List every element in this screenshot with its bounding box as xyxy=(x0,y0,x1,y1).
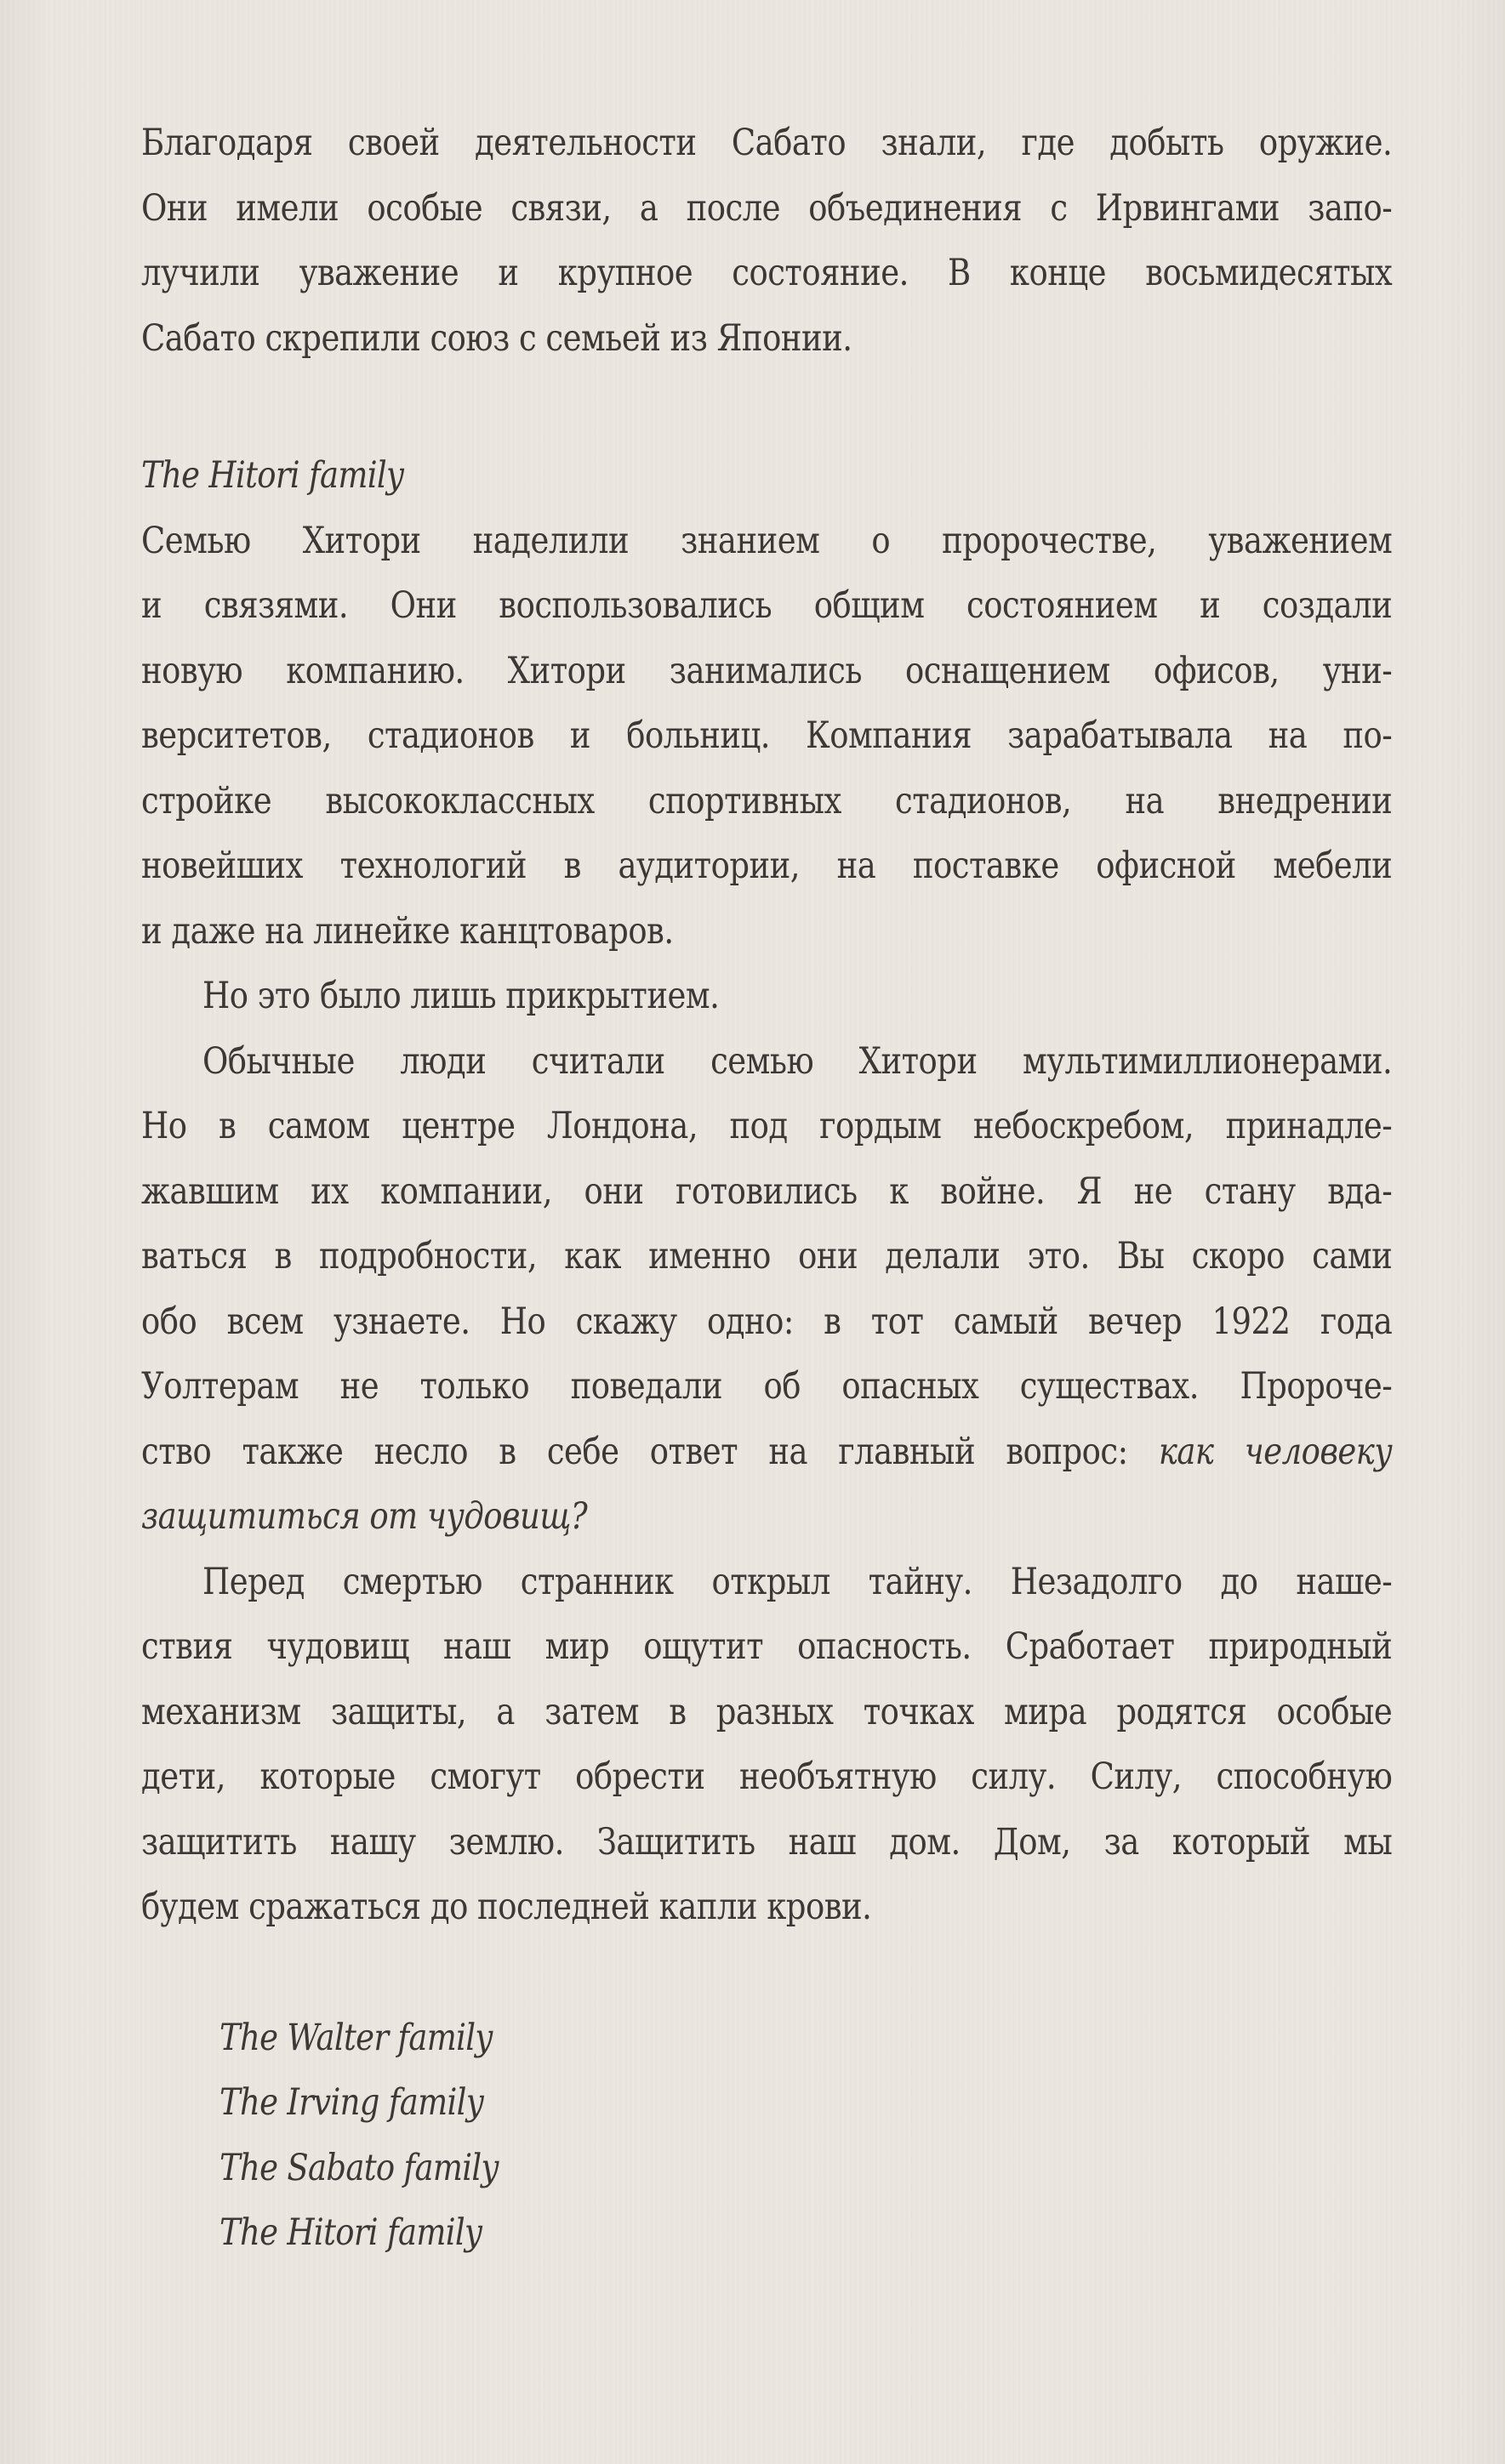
text-line: ваться в подробности, как именно они делали это. Вы скоро сами xyxy=(141,1235,1393,1278)
text-line xyxy=(141,1420,1392,1485)
text-line: будем сражаться до последней капли крови. xyxy=(141,1886,872,1928)
book-page xyxy=(141,111,1392,2266)
text-line: Сабато скрепили союз с семьей из Японии. xyxy=(141,316,852,360)
text-line: лучили уважение и крупное состояние. В конце восьмидесятых xyxy=(141,252,1393,294)
text-line-emphasis: защититься от чудовищ? xyxy=(141,1495,588,1538)
section-heading-hitori: The Hitori family xyxy=(141,454,404,497)
text-line: новую компанию. Хитори занимались оснащением офисов, уни- xyxy=(141,649,1393,692)
text-line: защитить нашу землю. Защитить наш дом. Дом, за который мы xyxy=(141,1820,1393,1864)
text-line: Благодаря своей деятельности Сабато знали, где добыть оружие. xyxy=(141,122,1393,164)
text-line: новейших технологий в аудитории, на поставке офисной мебели xyxy=(141,845,1393,887)
text-line: механизм защиты, а затем в разных точках мира родятся особые xyxy=(141,1690,1393,1733)
paragraph-prophecy-children xyxy=(141,1550,1392,1940)
text-line: и связями. Они воспользовались общим состоянием и создали xyxy=(141,584,1393,627)
text-line: Обычные люди считали семью Хитори мультимиллионерами. xyxy=(202,1039,1393,1083)
family-list-item-walter: The Walter family xyxy=(219,2016,493,2059)
family-list-item-sabato: The Sabato family xyxy=(219,2146,499,2189)
family-list xyxy=(141,2006,1392,2266)
text-regular: ство также несло в себе ответ на главный вопрос: xyxy=(141,1430,1159,1473)
text-line: Но это было лишь прикрытием. xyxy=(202,975,720,1017)
text-line: обо всем узнаете. Но скажу одно: в тот самый вечер 1922 года xyxy=(141,1300,1393,1343)
text-line: Уолтерам не только поведали об опасных существах. Пророче- xyxy=(141,1365,1393,1408)
paragraph-cover xyxy=(141,964,1392,1029)
paragraph-hitori-company xyxy=(141,509,1392,965)
paragraph-sabato-weapons xyxy=(141,111,1392,371)
text-emphasis: как человеку xyxy=(1158,1430,1393,1473)
text-line: и даже на линейке канцтоваров. xyxy=(141,909,674,953)
text-line: Перед смертью странник открыл тайну. Незадолго до наше- xyxy=(202,1560,1393,1603)
text-line: Они имели особые связи, а после объединения с Ирвингами запо- xyxy=(141,186,1393,230)
paragraph-london-war xyxy=(141,1029,1392,1550)
text-line: Семью Хитори наделили знанием о пророчестве, уважением xyxy=(141,519,1393,562)
text-line: ствия чудовищ наш мир ощутит опасность. Сработает природный xyxy=(141,1625,1393,1668)
family-list-item-irving: The Irving family xyxy=(219,2081,484,2124)
text-line: жавшим их компании, они готовились к войне. Я не стану вда- xyxy=(141,1169,1393,1213)
family-list-item-hitori: The Hitori family xyxy=(219,2211,482,2254)
text-line: стройке высококлассных спортивных стадионов, на внедрении xyxy=(141,779,1393,822)
text-line: Но в самом центре Лондона, под гордым небоскребом, принадле- xyxy=(141,1105,1393,1147)
section-spacer xyxy=(141,371,1392,443)
text-line: дети, которые смогут обрести необъятную силу. Силу, способную xyxy=(141,1756,1393,1798)
text-line: верситетов, стадионов и больниц. Компания зарабатывала на по- xyxy=(141,714,1393,757)
